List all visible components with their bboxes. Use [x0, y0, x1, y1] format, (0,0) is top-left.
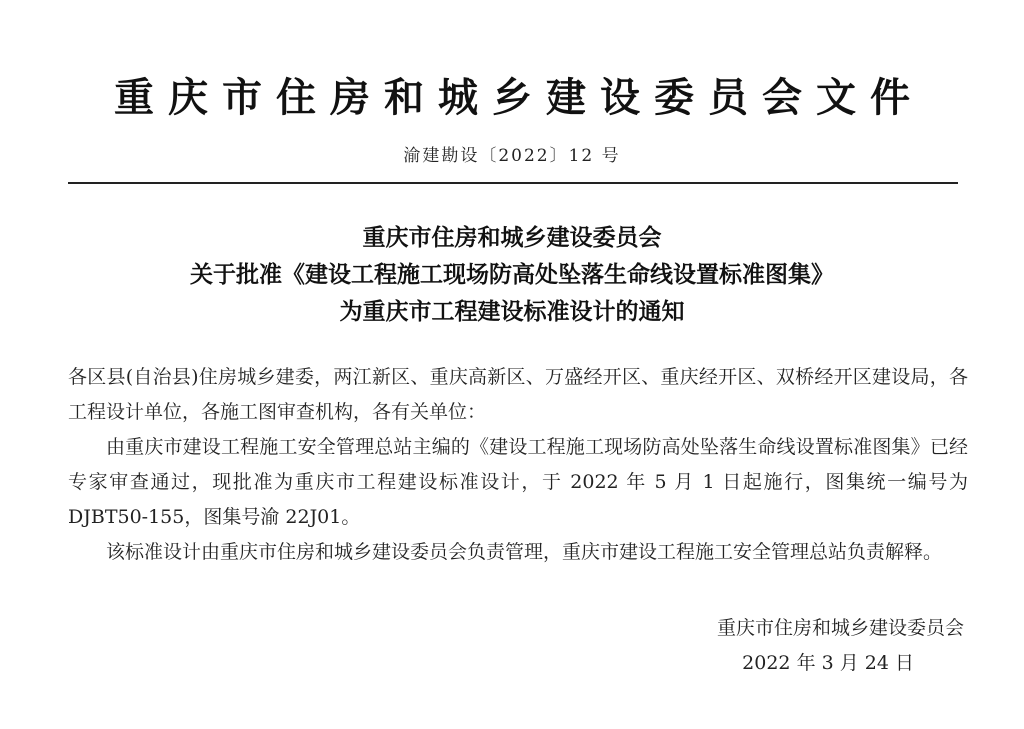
signature-block: [717, 611, 964, 681]
document-header-title: 重庆市住房和城乡建设委员会文件: [114, 74, 924, 121]
issuer-name: 重庆市住房和城乡建设委员会: [716, 617, 964, 639]
notice-title-line-3: 为重庆市工程建设标准设计的通知: [339, 299, 685, 325]
notice-body: [68, 360, 968, 570]
notice-title: [0, 220, 1024, 331]
notice-title-line-1: 重庆市住房和城乡建设委员会: [362, 225, 662, 251]
document-number: 渝建勘设〔2022〕12 号: [403, 146, 621, 166]
header-divider: [68, 182, 958, 184]
notice-title-line-2: 关于批准《建设工程施工现场防高处坠落生命线设置标准图集》: [190, 262, 834, 288]
management-paragraph: 该标准设计由重庆市住房和城乡建设委员会负责管理，重庆市建设工程施工安全管理总站负责解释。: [106, 541, 943, 563]
addressees-paragraph: 各区县(自治县)住房城乡建委，两江新区、重庆高新区、万盛经开区、重庆经开区、双桥经开区建设局，各工程设计单位，各施工图审查机构，各有关单位：: [68, 366, 968, 423]
approval-paragraph: 由重庆市建设工程施工安全管理总站主编的《建设工程施工现场防高处坠落生命线设置标准图集》已经专家审查通过，现批准为重庆市工程建设标准设计，于 2022 年 5 月 1 日起施行，图集统一编号为 DJBT50-155，图集号渝 22J01。: [68, 436, 968, 528]
issue-date: 2022 年 3 月 24 日: [742, 652, 914, 674]
